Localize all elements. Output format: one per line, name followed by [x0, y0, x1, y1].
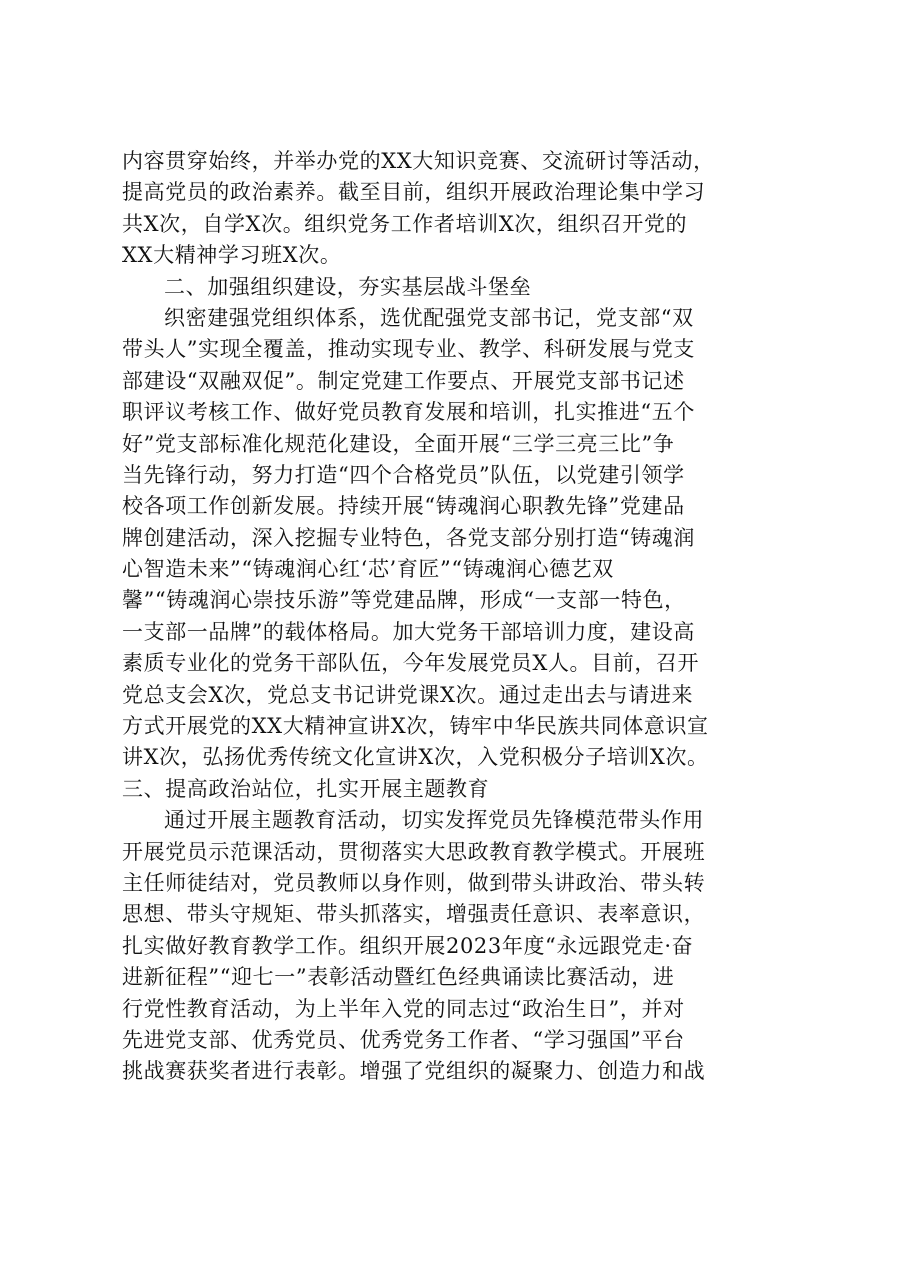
- text-line: 职评议考核工作、做好党员教育发展和培训，扎实推进“五个: [122, 400, 695, 425]
- text-line: 当先锋行动，努力打造“四个合格党员”队伍，以党建引领学: [122, 462, 685, 487]
- text-line: 方式开展党的XX大精神宣讲X次，铸牢中华民族共同体意识宣: [122, 714, 709, 739]
- text-line: 提高党员的政治素养。截至目前，组织开展政治理论集中学习: [122, 180, 706, 205]
- text-line: 部建设“双融双促”。制定党建工作要点、开展党支部书记述: [122, 368, 685, 393]
- text-line: 牌创建活动，深入挖掘专业特色，各党支部分别打造“铸魂润: [122, 525, 695, 550]
- text-line: 校各项工作创新发展。持续开展“铸魂润心职教先锋”党建品: [122, 494, 685, 519]
- text-line: 心智造未来”“铸魂润心红‘芯’育匠”“铸魂润心德艺双: [122, 557, 614, 582]
- text-line: 挑战赛获奖者进行表彰。增强了党组织的凝聚力、创造力和战: [122, 1059, 706, 1084]
- text-line: 带头人”实现全覆盖，推动实现专业、教学、科研发展与党支: [122, 337, 695, 362]
- text-line: 开展党员示范课活动，贯彻落实大思政教育教学模式。开展班: [122, 839, 706, 864]
- text-line: 行党性教育活动，为上半年入党的同志过“政治生日”，并对: [122, 996, 685, 1021]
- text-line: 内容贯穿始终，并举办党的XX大知识竞赛、交流研讨等活动，: [122, 149, 715, 173]
- text-line: 馨”“铸魂润心崇技乐游”等党建品牌，形成“一支部一特色，: [122, 588, 686, 613]
- text-line: 共X次，自学X次。组织党务工作者培训X次，组织召开党的: [122, 211, 688, 236]
- text-line: 思想、带头守规矩、带头抓落实，增强责任意识、表率意识，: [122, 902, 706, 927]
- document-body: [122, 146, 808, 1088]
- text-line: 一支部一品牌”的载体格局。加大党务干部培训力度，建设高: [122, 619, 695, 644]
- text-line: 党总支会X次，党总支书记讲党课X次。通过走出去与请进来: [122, 682, 694, 707]
- text-line: XX大精神学习班X次。: [122, 243, 342, 268]
- text-line: 主任师徒结对，党员教师以身作则，做到带头讲政治、带头转: [122, 870, 706, 895]
- text-line: 二、加强组织建设，夯实基层战斗堡垒: [164, 274, 532, 299]
- text-line: 好”党支部标准化规范化建设，全面开展“三学三亮三比”争: [122, 431, 675, 456]
- text-line: 织密建强党组织体系，选优配强党支部书记，党支部“双: [164, 305, 694, 330]
- text-line: 讲X次，弘扬优秀传统文化宣讲X次，入党积极分子培训X次。: [122, 745, 709, 770]
- text-line: 素质专业化的党务干部队伍，今年发展党员X人。目前，召开: [122, 651, 700, 676]
- text-line: 先进党支部、优秀党员、优秀党务工作者、“学习强国”平台: [122, 1027, 685, 1052]
- text-line: 通过开展主题教育活动，切实发挥党员先锋模范带头作用: [164, 808, 704, 833]
- text-line: 进新征程”“迎七一”表彰活动暨红色经典诵读比赛活动，进: [122, 965, 675, 990]
- text-line: 扎实做好教育教学工作。组织开展2023年度“永远跟党走·奋: [122, 933, 694, 958]
- text-line: 三、提高政治站位，扎实开展主题教育: [122, 776, 490, 801]
